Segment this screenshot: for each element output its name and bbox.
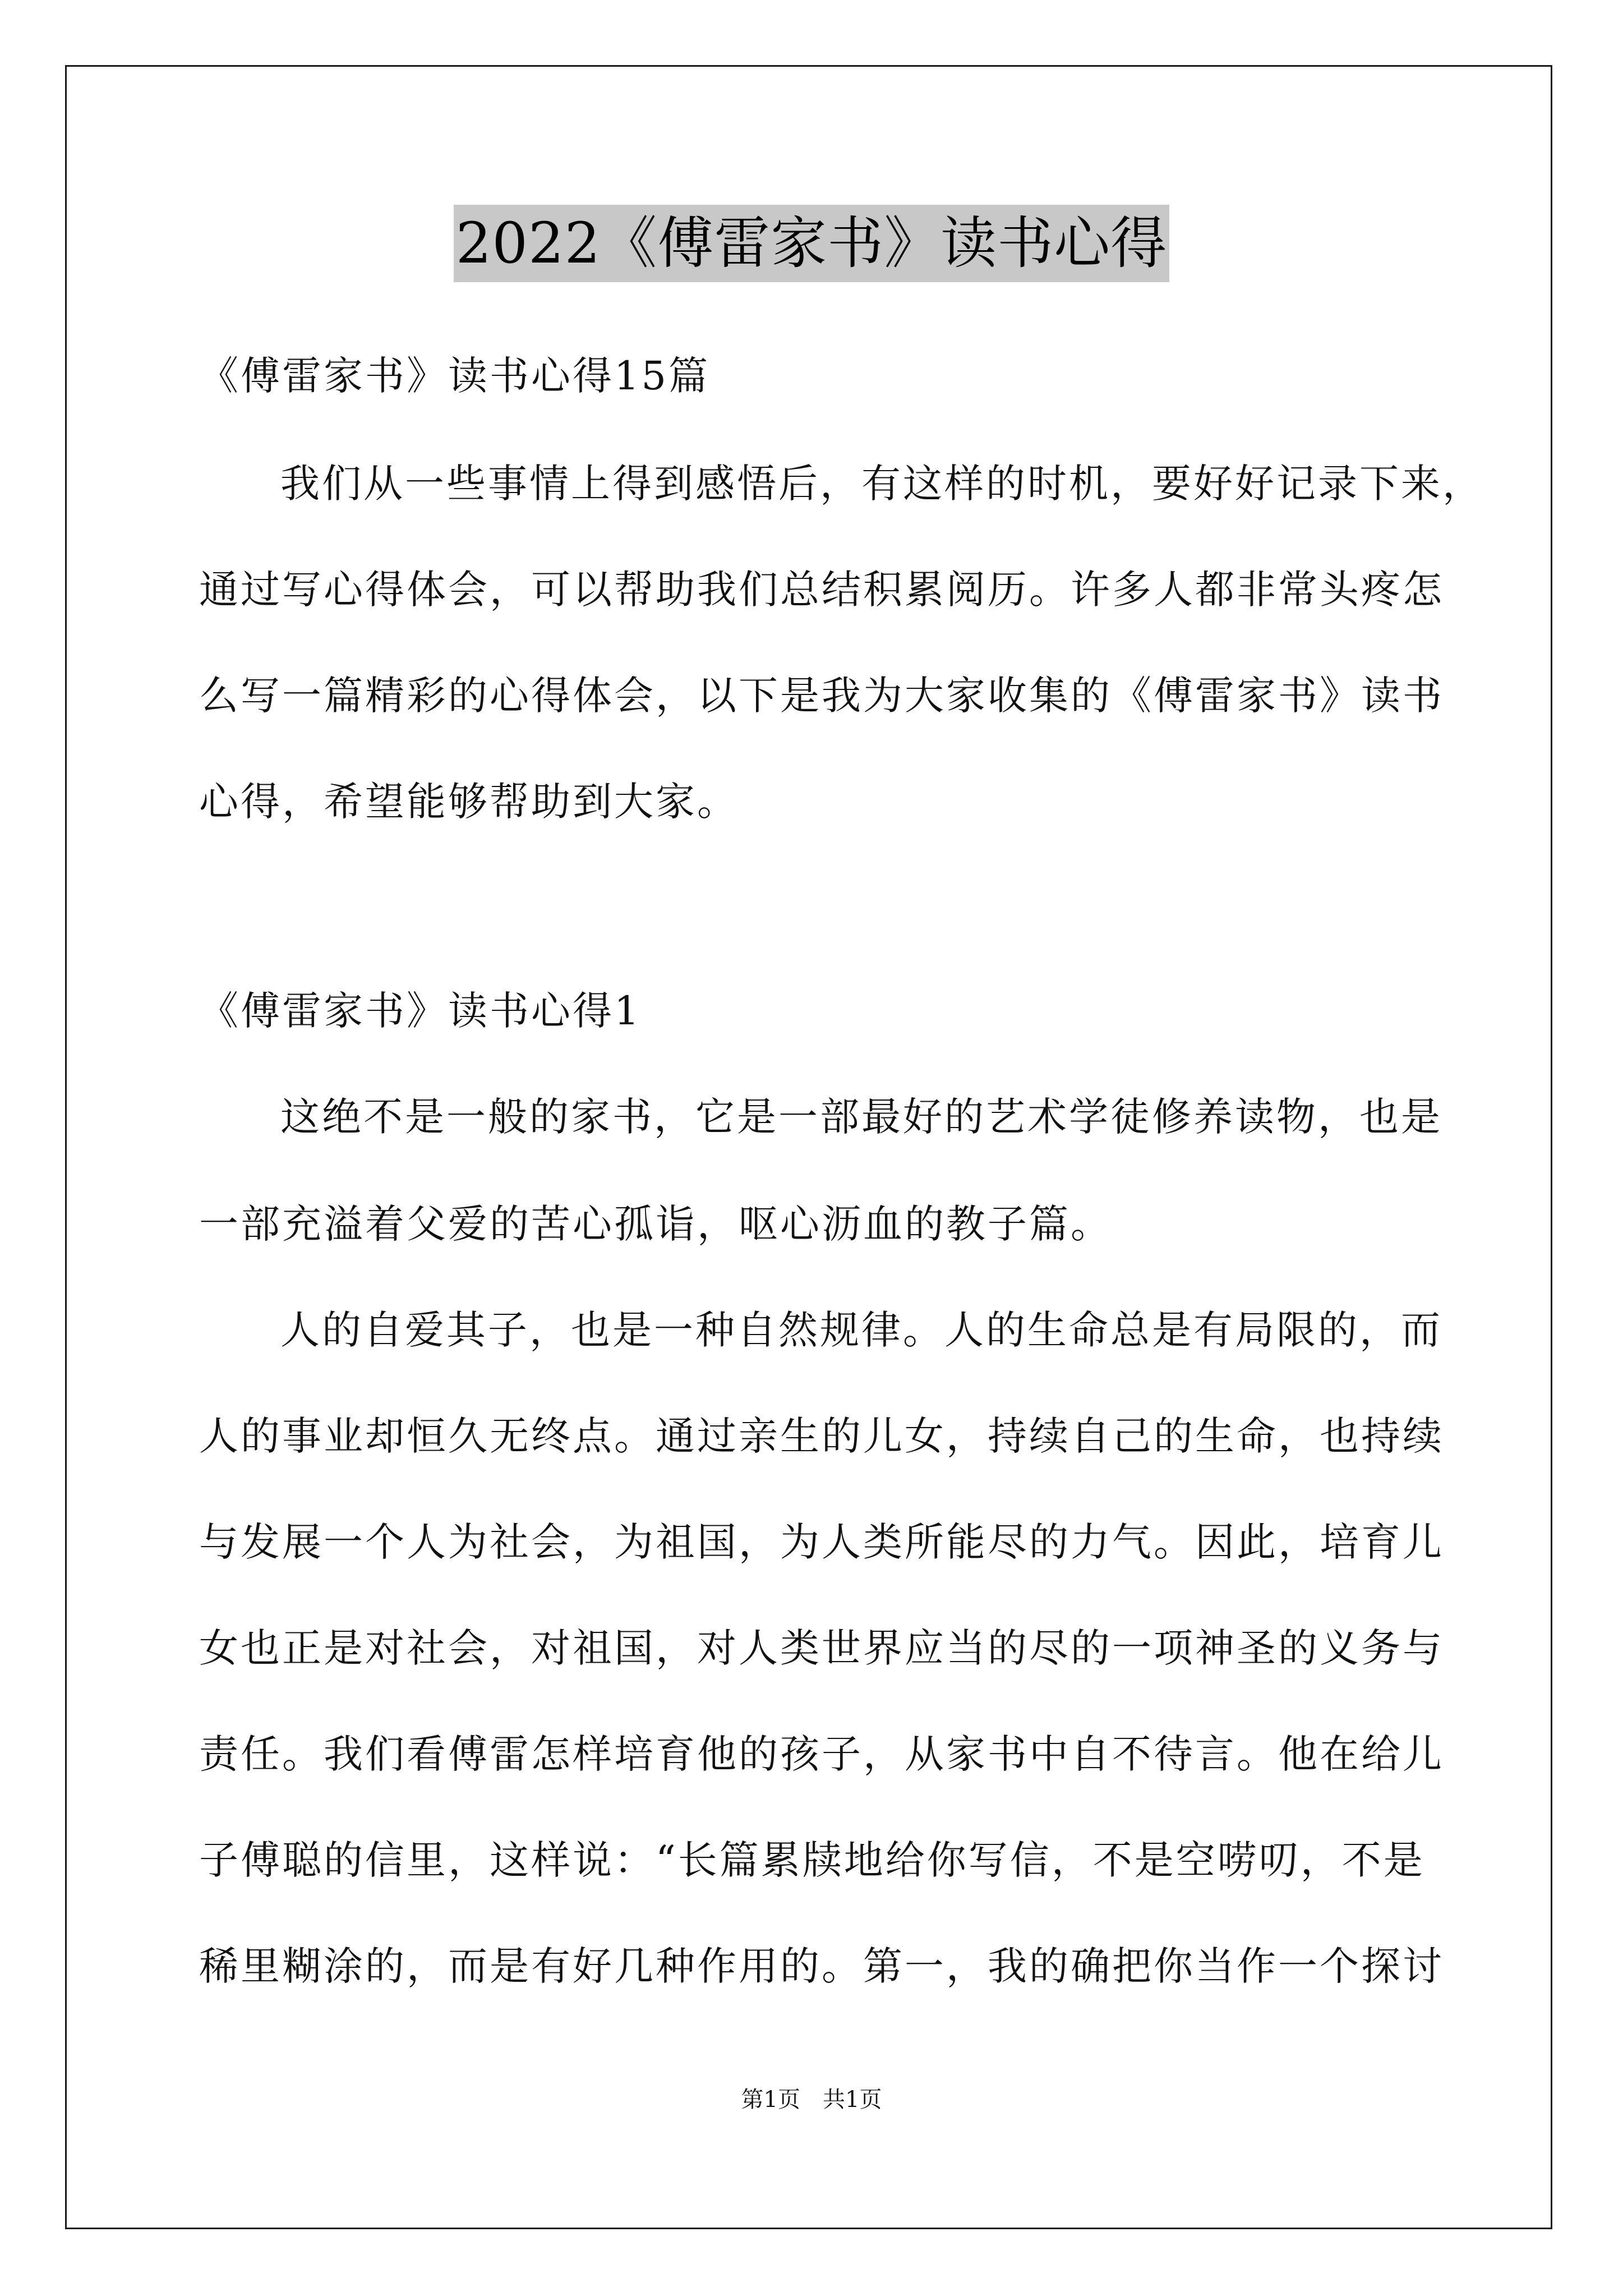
para2-line-4: 女也正是对社会，对祖国，对人类世界应当的尽的一项神圣的义务与	[199, 1625, 1444, 1671]
para2-line-7: 稀里糊涂的，而是有好几种作用的。第一，我的确把你当作一个探讨	[199, 1943, 1444, 1989]
document-subtitle: 《傅雷家书》读书心得15篇	[199, 353, 711, 399]
page-footer: 第1页 共1页	[741, 2087, 882, 2113]
intro-line-2: 通过写心得体会，可以帮助我们总结积累阅历。许多人都非常头疼怎	[199, 567, 1444, 613]
para2-line-3: 与发展一个人为社会，为祖国，为人类所能尽的力气。因此，培育儿	[199, 1519, 1444, 1565]
para2-line-2: 人的事业却恒久无终点。通过亲生的儿女，持续自己的生命，也持续	[199, 1413, 1444, 1459]
para1-line-2: 一部充溢着父爱的苦心孤诣，呕心沥血的教子篇。	[199, 1201, 1112, 1247]
intro-line-3: 么写一篇精彩的心得体会，以下是我为大家收集的《傅雷家书》读书	[199, 673, 1444, 719]
intro-line-1: 我们从一些事情上得到感悟后，有这样的时机，要好好记录下来，	[280, 461, 1484, 507]
para2-line-5: 责任。我们看傅雷怎样培育他的孩子，从家书中自不待言。他在给儿	[199, 1731, 1444, 1777]
para1-line-1: 这绝不是一般的家书，它是一部最好的艺术学徒修养读物，也是	[280, 1094, 1442, 1140]
title-container	[0, 205, 1623, 282]
document-title: 2022《傅雷家书》读书心得	[454, 205, 1170, 282]
section-heading: 《傅雷家书》读书心得1	[199, 988, 642, 1034]
para2-line-6: 子傅聪的信里，这样说：“长篇累牍地给你写信，不是空唠叨，不是	[199, 1837, 1425, 1883]
intro-line-4: 心得，希望能够帮助到大家。	[199, 779, 739, 825]
para2-line-1: 人的自爱其子，也是一种自然规律。人的生命总是有局限的，而	[280, 1307, 1442, 1353]
